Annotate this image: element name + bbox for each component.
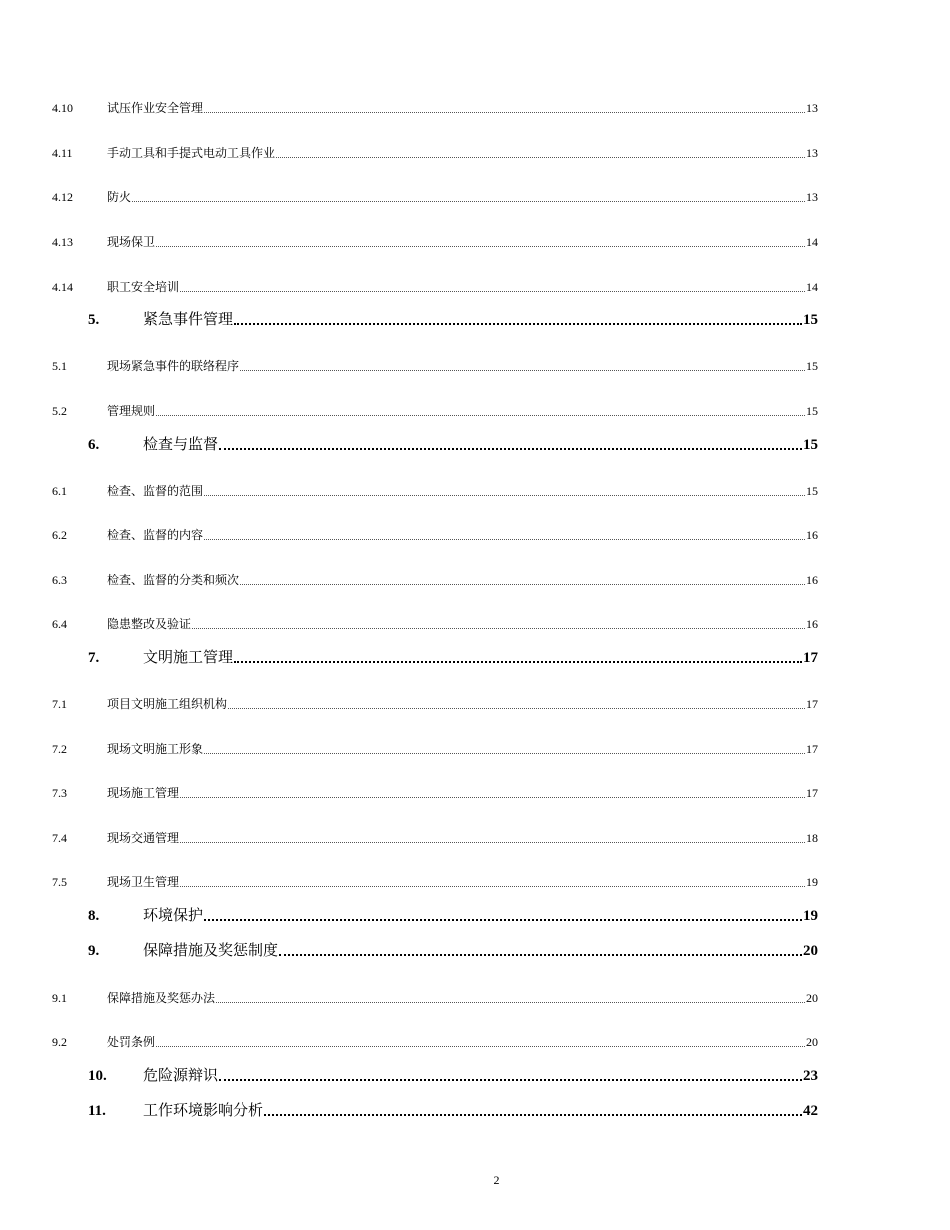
toc-dot-leader — [180, 291, 805, 292]
toc-entry-title: 工作环境影响分析 — [143, 1101, 264, 1119]
toc-entry-number: 6.1 — [52, 484, 67, 498]
toc-entry-number: 7.3 — [52, 786, 67, 800]
toc-entry-number: 11. — [88, 1103, 106, 1119]
toc-section-entry[interactable] — [52, 358, 818, 374]
toc-dot-leader — [156, 1046, 805, 1047]
toc-section-entry[interactable] — [52, 741, 818, 757]
toc-entry-title: 检查、监督的分类和频次 — [107, 573, 240, 587]
toc-entry-title: 管理规则 — [107, 404, 156, 418]
toc-entry-title: 检查与监督 — [143, 435, 219, 453]
toc-entry-title: 现场紧急事件的联络程序 — [107, 359, 240, 373]
toc-dot-leader — [228, 708, 805, 709]
toc-chapter-entry[interactable] — [88, 1100, 818, 1120]
toc-section-entry[interactable] — [52, 145, 818, 161]
toc-dot-leader — [180, 886, 805, 887]
toc-dot-leader — [204, 753, 805, 754]
toc-entry-number: 7. — [88, 650, 100, 666]
toc-chapter-entry[interactable] — [88, 940, 818, 960]
toc-entry-title: 项目文明施工组织机构 — [107, 697, 228, 711]
toc-chapter-entry[interactable] — [88, 309, 818, 329]
toc-entry-title: 试压作业安全管理 — [107, 101, 204, 115]
toc-section-entry[interactable] — [52, 234, 818, 250]
toc-entry-page: 20 — [803, 943, 818, 959]
toc-entry-page: 13 — [806, 146, 818, 160]
toc-entry-number: 4.10 — [52, 101, 73, 115]
toc-chapter-entry[interactable] — [88, 647, 818, 667]
toc-section-entry[interactable] — [52, 990, 818, 1006]
toc-entry-page: 16 — [806, 528, 818, 542]
toc-dot-leader — [204, 495, 805, 496]
toc-entry-page: 19 — [806, 875, 818, 889]
toc-entry-page: 17 — [803, 650, 818, 666]
toc-section-entry[interactable] — [52, 874, 818, 890]
toc-entry-number: 6.2 — [52, 528, 67, 542]
toc-entry-page: 15 — [803, 312, 818, 328]
toc-entry-page: 18 — [806, 831, 818, 845]
toc-dot-leader — [240, 584, 805, 585]
toc-dot-leader — [216, 1002, 805, 1003]
toc-entry-page: 16 — [806, 573, 818, 587]
toc-entry-page: 15 — [803, 437, 818, 453]
toc-entry-number: 5.2 — [52, 404, 67, 418]
toc-entry-number: 9.2 — [52, 1035, 67, 1049]
toc-dot-leader — [180, 797, 805, 798]
toc-entry-page: 17 — [806, 697, 818, 711]
toc-dot-leader — [204, 112, 805, 113]
toc-entry-page: 13 — [806, 190, 818, 204]
toc-entry-title: 手动工具和手提式电动工具作业 — [107, 146, 276, 160]
toc-section-entry[interactable] — [52, 1034, 818, 1050]
toc-entry-page: 20 — [806, 991, 818, 1005]
toc-entry-number: 9. — [88, 943, 100, 959]
toc-entry-page: 42 — [803, 1103, 818, 1119]
toc-dot-leader — [219, 1079, 802, 1081]
toc-entry-title: 检查、监督的内容 — [107, 528, 204, 542]
toc-entry-title: 现场交通管理 — [107, 831, 180, 845]
toc-dot-leader — [132, 201, 805, 202]
toc-entry-number: 7.2 — [52, 742, 67, 756]
toc-entry-page: 14 — [806, 280, 818, 294]
toc-entry-number: 8. — [88, 908, 100, 924]
toc-entry-number: 4.12 — [52, 190, 73, 204]
toc-dot-leader — [219, 448, 802, 450]
toc-entry-title: 隐患整改及验证 — [107, 617, 192, 631]
toc-section-entry[interactable] — [52, 189, 818, 205]
toc-entry-number: 4.11 — [52, 146, 73, 160]
toc-entry-page: 20 — [806, 1035, 818, 1049]
toc-chapter-entry[interactable] — [88, 905, 818, 925]
toc-entry-page: 17 — [806, 742, 818, 756]
toc-section-entry[interactable] — [52, 403, 818, 419]
toc-dot-leader — [192, 628, 805, 629]
toc-entry-number: 6.4 — [52, 617, 67, 631]
toc-entry-number: 4.13 — [52, 235, 73, 249]
toc-section-entry[interactable] — [52, 696, 818, 712]
toc-section-entry[interactable] — [52, 616, 818, 632]
toc-entry-page: 13 — [806, 101, 818, 115]
toc-entry-number: 7.4 — [52, 831, 67, 845]
toc-entry-title: 保障措施及奖惩办法 — [107, 991, 216, 1005]
toc-dot-leader — [234, 661, 802, 663]
toc-entry-number: 5. — [88, 312, 100, 328]
toc-section-entry[interactable] — [52, 279, 818, 295]
toc-entry-title: 保障措施及奖惩制度 — [143, 941, 279, 959]
toc-dot-leader — [264, 1114, 802, 1116]
toc-entry-number: 5.1 — [52, 359, 67, 373]
toc-entry-page: 15 — [806, 359, 818, 373]
toc-entry-number: 7.1 — [52, 697, 67, 711]
toc-dot-leader — [180, 842, 805, 843]
toc-section-entry[interactable] — [52, 483, 818, 499]
toc-entry-number: 4.14 — [52, 280, 73, 294]
toc-entry-title: 文明施工管理 — [143, 648, 234, 666]
toc-entry-page: 23 — [803, 1068, 818, 1084]
toc-section-entry[interactable] — [52, 527, 818, 543]
toc-section-entry[interactable] — [52, 572, 818, 588]
toc-dot-leader — [234, 323, 802, 325]
toc-entry-title: 现场文明施工形象 — [107, 742, 204, 756]
toc-entry-title: 职工安全培训 — [107, 280, 180, 294]
toc-section-entry[interactable] — [52, 830, 818, 846]
toc-entry-page: 17 — [806, 786, 818, 800]
toc-entry-title: 处罚条例 — [107, 1035, 156, 1049]
toc-dot-leader — [204, 919, 802, 921]
toc-entry-title: 防火 — [107, 190, 132, 204]
toc-dot-leader — [279, 954, 802, 956]
toc-section-entry[interactable] — [52, 785, 818, 801]
toc-entry-page: 15 — [806, 484, 818, 498]
page-number: 2 — [493, 1173, 500, 1187]
toc-section-entry[interactable] — [52, 100, 818, 116]
toc-dot-leader — [204, 539, 805, 540]
toc-entry-number: 6.3 — [52, 573, 67, 587]
toc-entry-title: 现场保卫 — [107, 235, 156, 249]
toc-entry-title: 危险源辩识 — [143, 1066, 219, 1084]
toc-entry-title: 检查、监督的范围 — [107, 484, 204, 498]
toc-dot-leader — [156, 415, 805, 416]
toc-entry-number: 10. — [88, 1068, 107, 1084]
toc-entry-page: 14 — [806, 235, 818, 249]
toc-chapter-entry[interactable] — [88, 434, 818, 454]
toc-entry-title: 环境保护 — [143, 906, 204, 924]
toc-entry-number: 7.5 — [52, 875, 67, 889]
toc-entry-title: 现场卫生管理 — [107, 875, 180, 889]
toc-dot-leader — [156, 246, 805, 247]
toc-dot-leader — [276, 157, 805, 158]
toc-entry-page: 19 — [803, 908, 818, 924]
toc-entry-title: 紧急事件管理 — [143, 310, 234, 328]
toc-entry-page: 16 — [806, 617, 818, 631]
toc-dot-leader — [240, 370, 805, 371]
toc-entry-number: 6. — [88, 437, 100, 453]
toc-entry-number: 9.1 — [52, 991, 67, 1005]
toc-entry-title: 现场施工管理 — [107, 786, 180, 800]
toc-chapter-entry[interactable] — [88, 1065, 818, 1085]
toc-entry-page: 15 — [806, 404, 818, 418]
